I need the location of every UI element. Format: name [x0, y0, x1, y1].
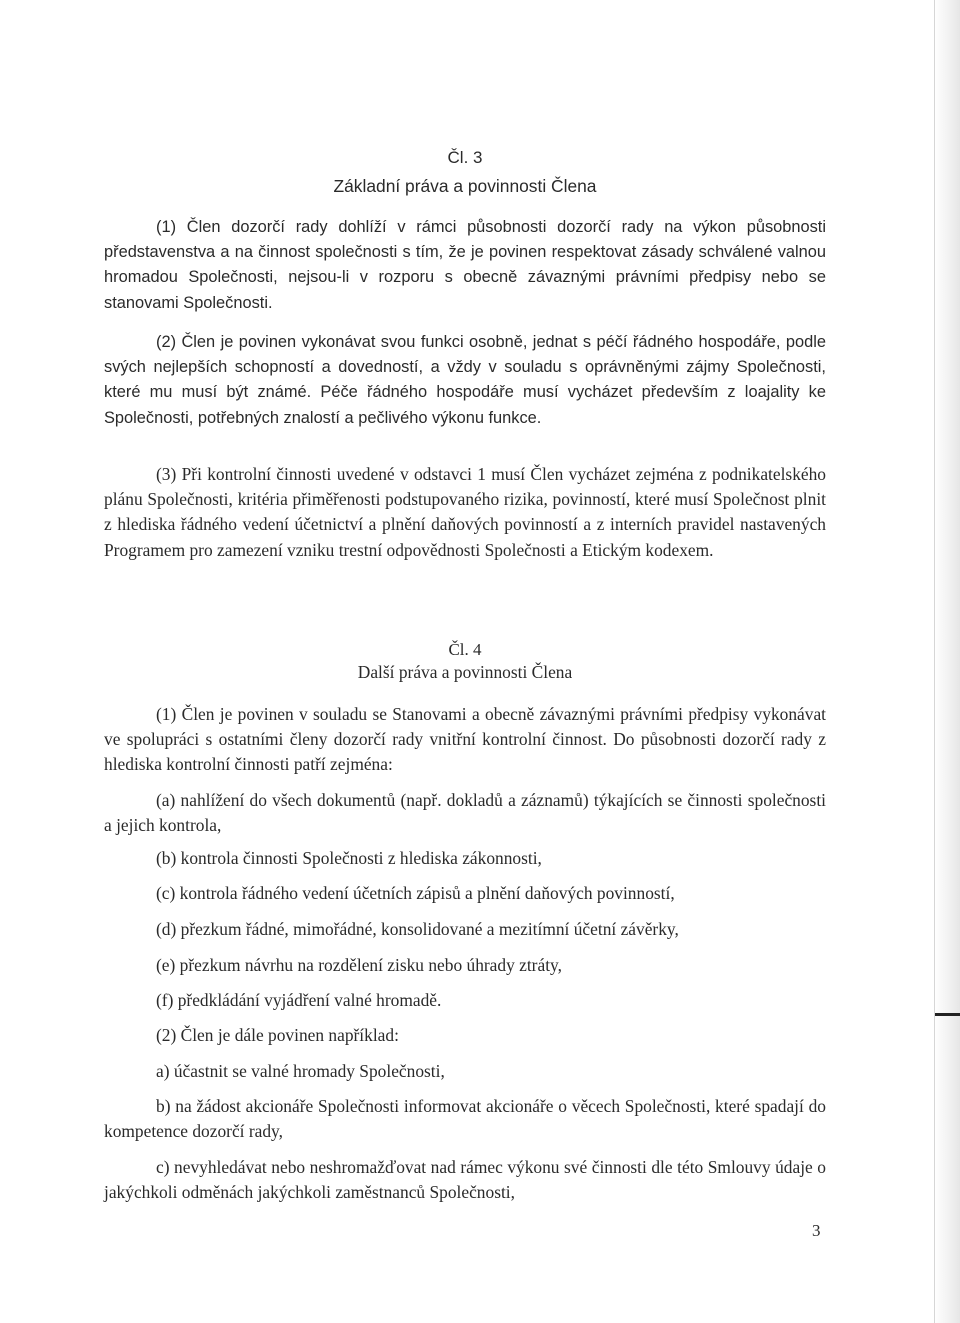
page-edge-shadow — [934, 0, 960, 1323]
article-4-number: Čl. 4 — [448, 640, 482, 659]
article-3-paragraph-1: (1) Člen dozorčí rady dohlíží v rámci působnosti dozorčí rady na výkon působnosti představenstva a na činnost společnosti s tím, že je povinen respektovat zásady schválené valnou hromadou Společnosti, nejsou-li v rozporu s obecně závaznými právními předpisy nebo se stanovami Společnosti. — [104, 218, 826, 312]
list-item-f: (f) předkládání vyjádření valné hromadě. — [156, 990, 442, 1010]
list-item-d: (d) přezkum řádné, mimořádné, konsolidované a mezitímní účetní závěrky, — [156, 919, 679, 939]
list-item-e: (e) přezkum návrhu na rozdělení zisku nebo úhrady ztráty, — [156, 955, 562, 975]
article-4-paragraph-2: (2) Člen je dále povinen například: — [156, 1025, 399, 1045]
article-3-paragraph-2: (2) Člen je povinen vykonávat svou funkci osobně, jednat s péčí řádného hospodáře, podle svých nejlepších schopností a dovedností, a vždy v souladu s oprávněnými zájmy Společnosti, které mu musí být známé. Péče řádného hospodáře musí vycházet především z loajality ke Společnosti, potřebných znalostí a pečlivého výkonu funkce. — [104, 333, 826, 427]
article-4-title: Další práva a povinnosti Člena — [357, 662, 573, 682]
page-number: 3 — [812, 1221, 821, 1240]
sub-item-b: b) na žádost akcionáře Společnosti informovat akcionáře o věcech Společnosti, které spadají do kompetence dozorčí rady, — [104, 1096, 826, 1142]
article-3-paragraph-3: (3) Při kontrolní činnosti uvedené v odstavci 1 musí Člen vycházet zejména z podnikatelského plánu Společnosti, kritéria přiměřenosti podstupovaného rizika, povinností, které musí Společnost plnit z hlediska řádného vedení účetnictví a plnění daňových povinností a z interních pravidel nastavených Programem pro zamezení vzniku trestní odpovědnosti Společnosti a Etickým kodexem. — [104, 464, 826, 560]
margin-mark — [935, 1013, 960, 1016]
list-item-a: (a) nahlížení do všech dokumentů (např. dokladů a záznamů) týkajících se činnosti společnosti a jejich kontrola, — [104, 790, 826, 836]
article-3-title: Základní práva a povinnosti Člena — [333, 176, 597, 196]
list-item-b: (b) kontrola činnosti Společnosti z hlediska zákonnosti, — [156, 848, 542, 868]
sub-item-c: c) nevyhledávat nebo neshromažďovat nad rámec výkonu své činnosti dle této Smlouvy údaje o jakýchkoli odměnách jakýchkoli zaměstnanců Společnosti, — [104, 1157, 826, 1203]
page-edge-line — [934, 0, 935, 1323]
article-3-number: Čl. 3 — [447, 148, 483, 167]
sub-item-a: a) účastnit se valné hromady Společnosti, — [156, 1061, 445, 1081]
article-4-paragraph-1: (1) Člen je povinen v souladu se Stanovami a obecně závaznými právními předpisy vykonávat ve spolupráci s ostatními členy dozorčí rady vnitřní kontrolní činnost. Do působnosti dozorčí rady z hlediska kontrolní činnosti patří zejména: — [104, 704, 826, 775]
list-item-c: (c) kontrola řádného vedení účetních zápisů a plnění daňových povinností, — [156, 883, 675, 903]
